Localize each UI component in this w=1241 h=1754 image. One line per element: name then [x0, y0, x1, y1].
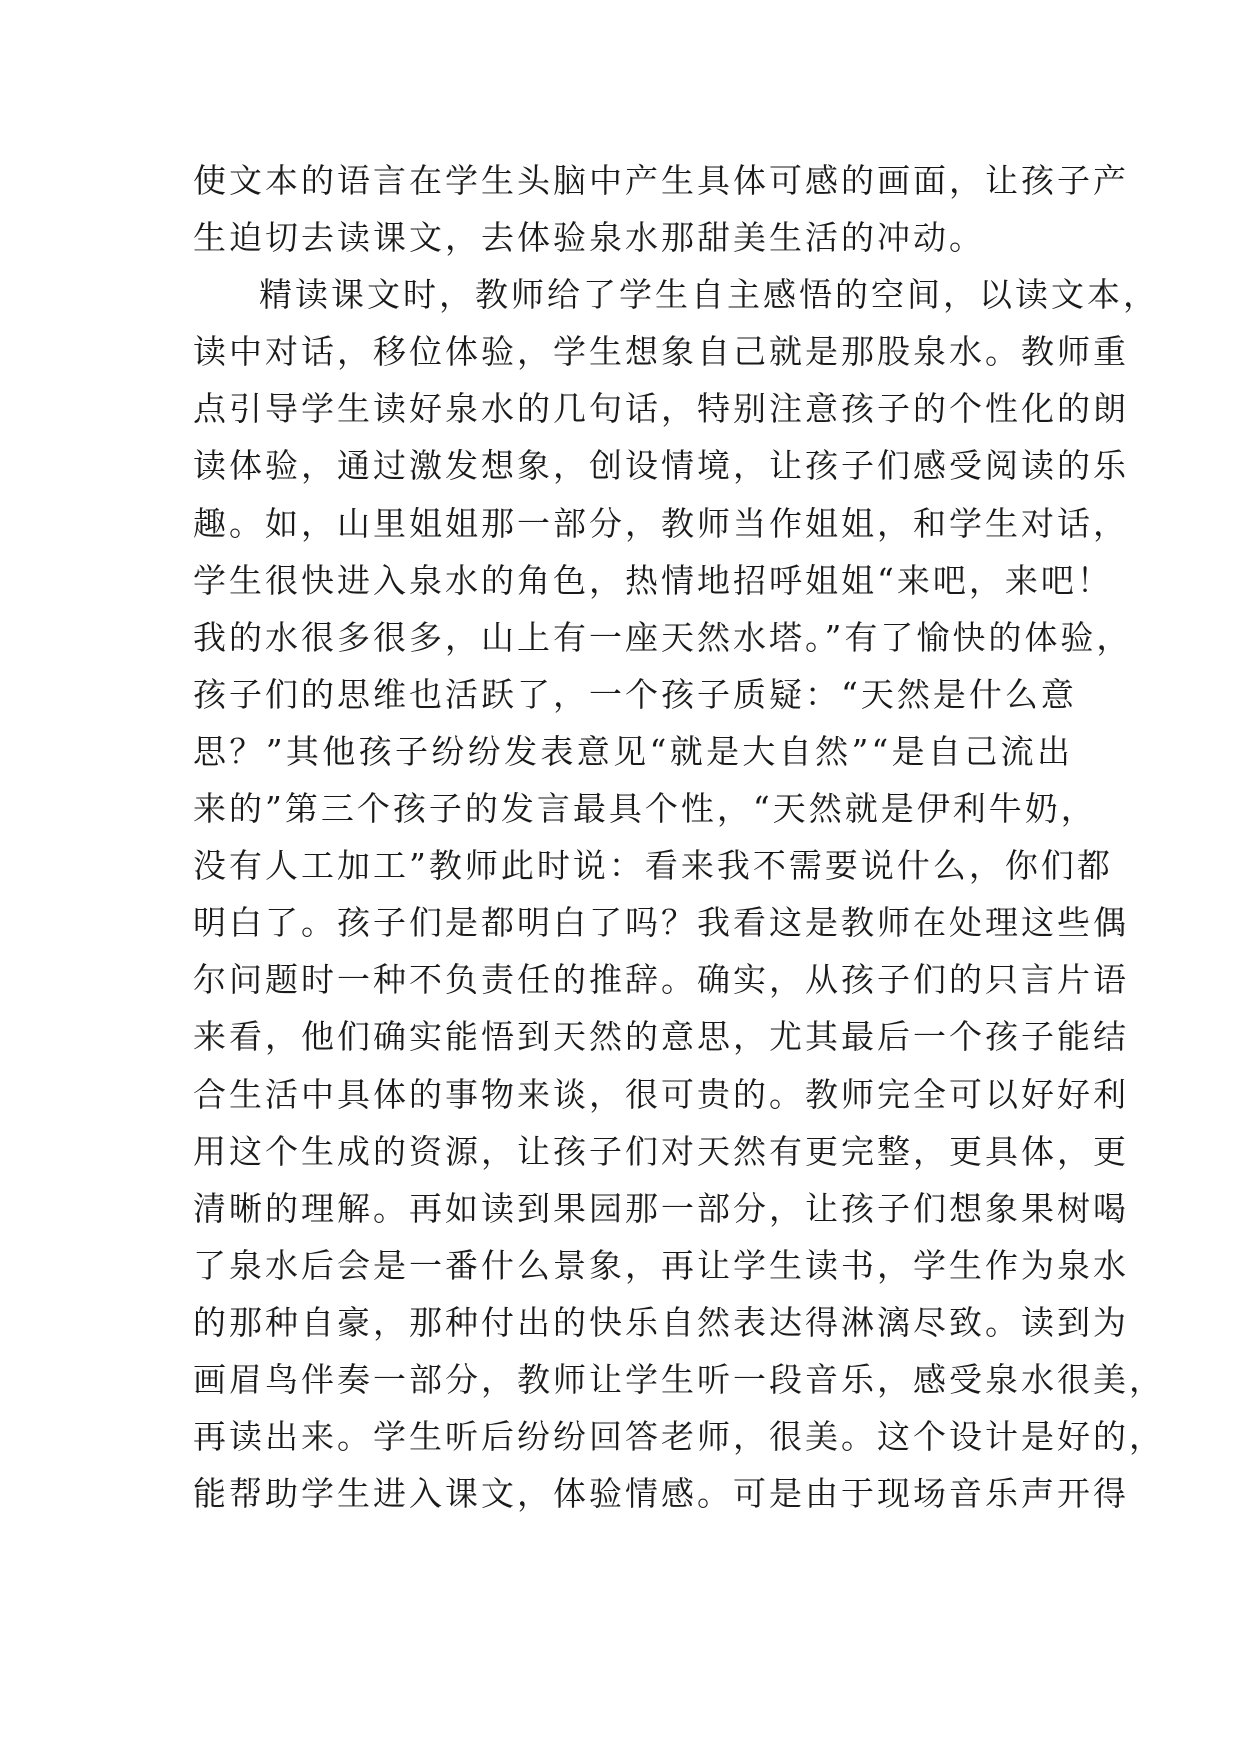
text-line-12: 来的”第三个孩子的发言最具个性，“天然就是伊利牛奶， — [193, 789, 1097, 829]
text-line-14: 明白了。孩子们是都明白了吗？我看这是教师在处理这些偶 — [193, 903, 1129, 943]
text-line-5: 点引导学生读好泉水的几句话，特别注意孩子的个性化的朗 — [193, 389, 1129, 429]
text-line-23: 再读出来。学生听后纷纷回答老师，很美。这个设计是好的， — [193, 1417, 1165, 1457]
body-text — [193, 152, 1165, 1522]
text-line-24: 能帮助学生进入课文，体验情感。可是由于现场音乐声开得 — [193, 1474, 1129, 1514]
text-line-16: 来看，他们确实能悟到天然的意思，尤其最后一个孩子能结 — [193, 1017, 1129, 1057]
text-line-11: 思？”其他孩子纷纷发表意见“就是大自然”“是自己流出 — [193, 731, 1073, 771]
text-line-19: 清晰的理解。再如读到果园那一部分，让孩子们想象果树喝 — [193, 1188, 1129, 1228]
text-line-7: 趣。如，山里姐姐那一部分，教师当作姐姐，和学生对话， — [193, 503, 1129, 543]
text-line-2: 生迫切去读课文，去体验泉水那甜美生活的冲动。 — [193, 218, 985, 258]
text-line-18: 用这个生成的资源，让孩子们对天然有更完整，更具体，更 — [193, 1131, 1129, 1171]
text-line-20: 了泉水后会是一番什么景象，再让学生读书，学生作为泉水 — [193, 1245, 1129, 1285]
text-line-15: 尔问题时一种不负责任的推辞。确实，从孩子们的只言片语 — [193, 960, 1129, 1000]
text-line-1: 使文本的语言在学生头脑中产生具体可感的画面，让孩子产 — [193, 161, 1129, 200]
text-line-17: 合生活中具体的事物来谈，很可贵的。教师完全可以好好利 — [193, 1074, 1129, 1114]
text-line-8: 学生很快进入泉水的角色，热情地招呼姐姐“来吧，来吧！ — [193, 560, 1113, 600]
text-line-9: 我的水很多很多，山上有一座天然水塔。”有了愉快的体验， — [193, 617, 1133, 657]
text-line-21: 的那种自豪，那种付出的快乐自然表达得淋漓尽致。读到为 — [193, 1302, 1129, 1342]
text-line-4: 读中对话，移位体验，学生想象自己就是那股泉水。教师重 — [193, 332, 1129, 372]
text-line-3: 精读课文时，教师给了学生自主感悟的空间，以读文本， — [259, 275, 1159, 315]
text-line-13: 没有人工加工”教师此时说：看来我不需要说什么，你们都 — [193, 846, 1113, 886]
text-line-10: 孩子们的思维也活跃了，一个孩子质疑：“天然是什么意 — [193, 674, 1077, 714]
text-line-6: 读体验，通过激发想象，创设情境，让孩子们感受阅读的乐 — [193, 446, 1129, 486]
text-line-22: 画眉鸟伴奏一部分，教师让学生听一段音乐，感受泉水很美， — [193, 1359, 1165, 1399]
